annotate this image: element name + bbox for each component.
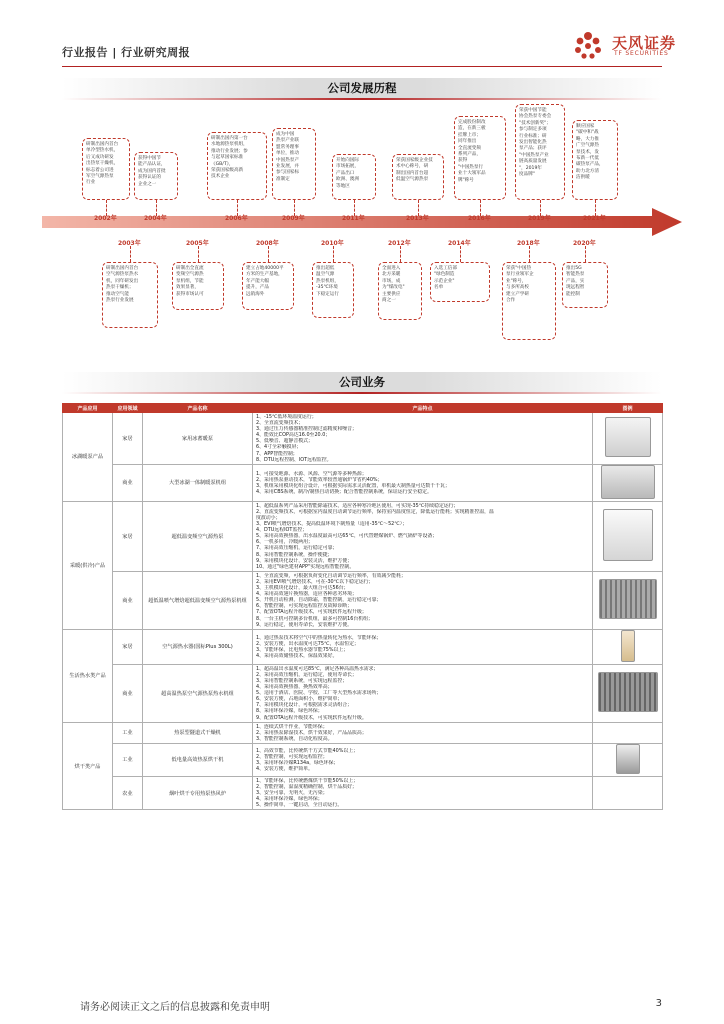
timeline-event-text: 《GB/T》， xyxy=(211,161,234,167)
feature-line: 4、安装方便，维护简单。 xyxy=(256,766,313,773)
timeline-event-text: 产品出口 xyxy=(336,170,355,176)
feature-line: 1、通过热泵技术将空气中的热量转化为热水，节能环保； xyxy=(256,634,382,641)
timeline-event-top xyxy=(572,120,618,200)
feature-line: 6、4寸全彩触摸屏； xyxy=(256,444,302,451)
product-image xyxy=(616,744,640,774)
timeline-event-bottom xyxy=(242,262,294,310)
timeline-event-text: 泵产品；获评 xyxy=(519,146,547,152)
timeline-year-top: 2011年 xyxy=(342,215,365,222)
timeline-connector xyxy=(198,246,199,262)
field-cell: 工业 xyxy=(113,743,143,776)
timeline-year-bottom: 2012年 xyxy=(388,240,411,247)
footer-disclaimer: 请务必阅读正文之后的信息披露和免责申明 xyxy=(80,1002,270,1013)
timeline-event-text: 造，在新三板 xyxy=(458,126,486,132)
feature-line: 4、采用高效换热器，换热效率高； xyxy=(256,684,333,691)
timeline-event-text: 荣获国家级企业技 xyxy=(396,158,433,163)
feature-line: 7、采用模块化设计，可根据需求灵活组合； xyxy=(256,702,353,709)
timeline-event-text: 荣获中国节能 xyxy=(519,108,547,113)
features-cell xyxy=(253,501,593,571)
feature-line: 2、智能控制，可实现远程监控； xyxy=(256,753,328,760)
timeline-event-text: 建立占地40000平 xyxy=(246,266,284,271)
timeline-event-text: 获得认证的 xyxy=(138,175,161,181)
timeline-event-text: 现远程智 xyxy=(566,285,585,291)
field-cell: 商业 xyxy=(113,664,143,722)
timeline-event-top xyxy=(515,104,565,200)
timeline-event-text: 获得市场认可 xyxy=(176,291,204,297)
timeline-year-top: 2002年 xyxy=(94,215,117,222)
timeline-event-text: 发出智能化热 xyxy=(519,140,547,146)
table-header-row xyxy=(63,404,663,413)
timeline-event-text: 泵机组，节能 xyxy=(176,278,204,284)
timeline-event-text: 制出国内首台超 xyxy=(396,170,429,176)
timeline-event-bottom xyxy=(430,262,490,302)
feature-line: 4、采用CBS系统，制冷/制热自动切换；配合智能控制系统，保证运行安全稳定。 xyxy=(256,488,432,495)
business-table xyxy=(62,403,663,810)
timeline-year-top: 2009年 xyxy=(282,215,305,222)
timeline-event-text: 布新一代低 xyxy=(576,156,599,162)
feature-line: 3、安全可靠，无明火，无污染； xyxy=(256,790,328,797)
section-title-history: 公司发展历程 xyxy=(327,81,397,95)
timeline-event-bottom xyxy=(102,262,158,328)
product-image xyxy=(603,509,653,561)
timeline-event-text: 成为国内首批 xyxy=(138,168,166,174)
feature-line: 5、开机自动检测，自动除霜，智能控制，运行稳定可靠； xyxy=(256,597,382,604)
feature-line: 6、一机多用，冷暖两用； xyxy=(256,539,313,546)
feature-line: 1、高效节能，比传统烘干方式节能40%以上； xyxy=(256,747,359,754)
company-logo xyxy=(570,28,680,64)
table-row xyxy=(63,743,663,776)
timeline-event-text: 获得 xyxy=(458,158,468,164)
timeline-event-text: "绿色制造 xyxy=(434,272,455,278)
timeline-event-text: 与起草国家标准 xyxy=(211,155,244,161)
timeline-event-text: 顺应国家 xyxy=(576,124,595,129)
timeline-event-text: 热泵产业联 xyxy=(276,138,299,144)
feature-line: 1、全直流变频，可根据负荷变化自动调节运行频率，有效减少能耗； xyxy=(256,572,406,579)
timeline-event-text: 标志着公司进 xyxy=(86,167,114,173)
features-cell xyxy=(253,776,593,810)
image-cell xyxy=(593,464,663,501)
timeline-year-top: 2016年 xyxy=(468,215,491,222)
timeline-event-text: 推动行业发展；参 xyxy=(211,148,248,154)
timeline-event-text: 机，同年研发出 xyxy=(106,278,139,284)
timeline-event-text: 企业之一 xyxy=(138,181,157,187)
timeline-event-text: 与多所高校 xyxy=(506,285,529,291)
feature-line: 4、采用环保冷媒，绿色环保； xyxy=(256,796,323,803)
timeline-event-text: 荣获国家级高新 xyxy=(211,168,244,174)
timeline-event-text: 热泵机组， xyxy=(316,278,339,284)
feature-line: 7、采用高效压缩机，运行稳定可靠； xyxy=(256,545,338,552)
timeline-connector xyxy=(460,246,461,262)
feature-line: 2、采用EVI喷气增焓技术，可在-30℃以下稳定运行； xyxy=(256,579,374,585)
timeline-event-text: 洁供暖 xyxy=(576,175,590,181)
timeline-event-text: 市场拓展， xyxy=(336,164,359,170)
timeline-event-text: 欧洲、澳洲 xyxy=(336,177,359,183)
timeline-connector xyxy=(529,246,530,262)
feature-line: 3、通过压力传感器精准控制过滤精度和噪音； xyxy=(256,426,357,433)
field-cell: 家居 xyxy=(113,501,143,571)
timeline-event-text: 市场，成 xyxy=(382,278,401,284)
feature-line: 5、操作简单，一键启动，全自动运行。 xyxy=(256,802,343,809)
features-cell xyxy=(253,743,593,776)
feature-line: 2、采用热泵除湿技术，烘干效果好，产品品质高； xyxy=(256,729,367,736)
timeline-event-bottom xyxy=(312,262,354,318)
col-header: 产品应用 xyxy=(63,404,113,413)
product-name-cell: 超高温热泵空气源热泵热水机组 xyxy=(143,664,253,722)
feature-line: 2、全直流变频技术； xyxy=(256,420,304,427)
features-cell xyxy=(253,722,593,743)
feature-line: 3、智能控制系统，自动化程度高。 xyxy=(256,735,333,742)
timeline-event-text: 碳热泵产品， xyxy=(576,162,604,168)
timeline-connector xyxy=(130,246,131,262)
feature-line: 5、低噪音、超静音模式； xyxy=(256,438,313,445)
product-name-cell: 家用冰蓄暖泵 xyxy=(143,413,253,465)
col-header: 图例 xyxy=(593,404,663,413)
category-cell: 烘干类产品 xyxy=(63,722,113,810)
product-name-cell: 热泵型隧道式干燥机 xyxy=(143,722,253,743)
timeline-event-text: 盟常务理事 xyxy=(276,144,299,150)
timeline-event-text: 参与制定多项 xyxy=(519,127,547,133)
col-header: 产品特点 xyxy=(253,404,593,413)
header-rule xyxy=(62,66,662,67)
category-cell: 采暖(供冷)产品 xyxy=(63,501,113,629)
timeline-event-top xyxy=(272,128,316,200)
section-banner-history xyxy=(62,78,662,98)
product-image xyxy=(598,672,658,712)
field-cell: 农业 xyxy=(113,776,143,810)
timeline-event-text: 完成股份制改 xyxy=(458,120,486,125)
timeline-event-top xyxy=(454,116,506,200)
feature-line: 4、DTU远程IOT监控； xyxy=(256,527,308,534)
timeline-event-text: 水地源热泵机组， xyxy=(211,142,248,148)
feature-line: 4、采用高效翅片换热器，适应各种恶劣环境； xyxy=(256,591,357,598)
timeline-event-bottom xyxy=(378,262,422,320)
table-row xyxy=(63,664,663,722)
timeline-event-bottom xyxy=(172,262,224,310)
feature-line: 6、安装方便，占地面积小，维护简单； xyxy=(256,696,343,703)
timeline-event-text: 业发展，并 xyxy=(276,164,299,170)
timeline-event-text: 研制出国内首台 xyxy=(106,266,139,271)
timeline-event-text: 荣获"中国热 xyxy=(506,266,532,271)
timeline-event-text: 出热泵干燥机， xyxy=(86,161,119,167)
feature-line: 1、-15℃低环境温度运行； xyxy=(256,414,317,421)
timeline-event-text: 后又成功研发 xyxy=(86,154,114,160)
timeline-event-text: 效果显著， xyxy=(176,285,199,291)
timeline-year-bottom: 2005年 xyxy=(186,240,209,247)
timeline-event-text: 协会热泵专委会 xyxy=(519,114,552,120)
timeline-event-text: 研制出国内首台 xyxy=(86,142,119,147)
feature-line: 10、通过"绿色建材APP"实现远程智能控制。 xyxy=(256,563,355,570)
timeline-event-text: 示范企业" xyxy=(434,278,455,284)
timeline-event-text: 同年推出 xyxy=(458,139,477,145)
timeline-event-text: "碳中和"战 xyxy=(576,130,599,136)
product-name-cell: 超低温变频空气源热泵 xyxy=(143,501,253,571)
features-cell xyxy=(253,413,593,465)
timeline-event-text: 单位，推动 xyxy=(276,151,299,157)
timeline-event-text: 下稳定运行 xyxy=(316,291,339,297)
image-cell xyxy=(593,629,663,664)
feature-line: 1、节能环保，比传统燃煤烘干节能50%以上； xyxy=(256,777,359,784)
feature-line: 2、直流变频技术，可根据室内温度自动调节运行频率，保持室内温度恒定，降低运行能耗；实现精准控温，温 xyxy=(256,508,494,515)
timeline-event-text: 成为中国 xyxy=(276,132,295,137)
image-cell xyxy=(593,413,663,465)
feature-line: 3、EVI喷气增焓技术，提高低温环境下制热量（适用-35℃～52℃）； xyxy=(256,521,408,528)
timeline-year-bottom: 2020年 xyxy=(573,240,596,247)
header-report-type: 行业报告 | 行业研究周报 xyxy=(62,46,191,59)
col-header: 应用领域 xyxy=(113,404,143,413)
feature-line: 2、智能控制，温湿度精确控制，烘干品质好； xyxy=(256,784,357,791)
history-timeline xyxy=(62,104,662,334)
feature-line: 7、配置OTA远程升级技术，可实现软件远程升级； xyxy=(256,609,367,616)
table-row xyxy=(63,464,663,501)
feature-line: 1、可接受地源、水源、风源、空气源等多种热源； xyxy=(256,470,367,477)
timeline-event-text: 商之一 xyxy=(382,298,396,304)
timeline-event-text: 智能热泵 xyxy=(566,272,585,278)
logo-flower-icon xyxy=(570,28,606,64)
timeline-event-text: 等地区 xyxy=(336,183,350,189)
timeline-year-top: 2019年 xyxy=(528,215,551,222)
timeline-year-bottom: 2008年 xyxy=(256,240,279,247)
timeline-event-text: 变频空气源热 xyxy=(176,272,204,278)
feature-line: 6、智能控制，可实现远程监控及故障诊断； xyxy=(256,603,353,610)
product-image xyxy=(621,630,635,662)
timeline-event-top xyxy=(332,154,376,200)
timeline-year-top: 2004年 xyxy=(144,215,167,222)
timeline-event-text: 广空气源热 xyxy=(576,143,599,149)
feature-line: 5、适用于酒店、医院、学校、工厂等大型热水需求场所； xyxy=(256,690,382,697)
table-row xyxy=(63,501,663,571)
features-cell xyxy=(253,571,593,629)
image-cell xyxy=(593,743,663,776)
timeline-event-text: 泵技术，发 xyxy=(576,149,599,155)
timeline-event-text: -35℃环境 xyxy=(316,285,338,291)
feature-line: 9、运行稳定，使用寿命长，安装维护方便。 xyxy=(256,621,353,628)
product-name-cell: 低电量高效热泵烘干机 xyxy=(143,743,253,776)
table-row xyxy=(63,413,663,465)
timeline-event-top xyxy=(82,138,130,200)
section-title-business: 公司业务 xyxy=(339,375,385,389)
image-cell xyxy=(593,501,663,571)
timeline-event-text: 入选工信部 xyxy=(434,266,457,271)
timeline-event-text: 低温空气源热泵 xyxy=(396,177,429,183)
section-banner-business xyxy=(62,372,662,392)
timeline-connector xyxy=(268,246,269,262)
category-cell: 冰湖暖泵产品 xyxy=(63,413,113,502)
field-cell: 工业 xyxy=(113,722,143,743)
timeline-connector xyxy=(333,246,334,262)
timeline-event-text: 热泵干燥机； xyxy=(106,285,134,291)
timeline-event-top xyxy=(392,154,444,200)
timeline-event-text: 业十大领军品 xyxy=(458,171,486,177)
timeline-event-text: 产品，实 xyxy=(566,278,585,284)
timeline-event-text: 挂牌上市； xyxy=(458,132,481,138)
feature-line: 1、连续式烘干作业，节能环保； xyxy=(256,723,328,730)
feature-line: 8、一台主机可控制多台机组，最多可控制16台机组； xyxy=(256,615,373,622)
feature-line: 3、采用环保冷媒R134a，绿色环保； xyxy=(256,759,339,766)
timeline-year-bottom: 2003年 xyxy=(118,240,141,247)
image-cell xyxy=(593,776,663,810)
feature-line: 7、APP智能控制； xyxy=(256,450,298,457)
image-cell xyxy=(593,571,663,629)
category-cell: 生活热水类产品 xyxy=(63,629,113,722)
feature-line: 8、采用环保冷媒，绿色环保； xyxy=(256,708,323,715)
feature-line: 9、采用模块化设计，安装灵活，维护方便； xyxy=(256,557,353,564)
timeline-event-text: 研制出国内第一台 xyxy=(211,136,248,141)
feature-line: 3、节能环保，比电热水器节能75%以上； xyxy=(256,646,349,653)
features-cell xyxy=(253,664,593,722)
timeline-event-text: 系列产品， xyxy=(458,152,481,158)
product-name-cell: 烟叶烘干专用热泵热风炉 xyxy=(143,776,253,810)
timeline-event-text: 全面进入 xyxy=(382,266,401,271)
timeline-event-text: 为"煤改电" xyxy=(382,285,405,291)
timeline-event-text: 度品牌" xyxy=(519,172,535,178)
feature-line: 2、采用高效压缩机，运行稳定，使用寿命长； xyxy=(256,671,357,678)
timeline-event-text: 术中心称号，研 xyxy=(396,164,429,170)
page-number: 3 xyxy=(655,998,662,1009)
timeline-event-text: 温空气源 xyxy=(316,272,335,278)
feature-line: 3、主机模块化设计，最大组合可达56台； xyxy=(256,585,349,592)
timeline-event-text: 研制出全直流 xyxy=(176,266,204,271)
timeline-event-text: "中国热泵产业 xyxy=(519,152,549,158)
timeline-year-bottom: 2014年 xyxy=(448,240,471,247)
timeline-connector xyxy=(400,246,401,262)
timeline-connector xyxy=(585,246,586,262)
timeline-event-text: 合作 xyxy=(506,298,516,304)
timeline-year-top: 2013年 xyxy=(406,215,429,222)
field-cell: 家居 xyxy=(113,629,143,664)
feature-line: 8、DTU远程控制、IOT远程监控。 xyxy=(256,456,332,463)
timeline-event-text: 牌"称号 xyxy=(458,177,474,183)
image-cell xyxy=(593,722,663,743)
col-header: 产品名称 xyxy=(143,404,253,413)
timeline-event-text: "中国热泵行 xyxy=(458,164,484,170)
timeline-event-text: 准制定 xyxy=(276,176,290,182)
field-cell: 商业 xyxy=(113,571,143,629)
timeline-event-text: 能控制 xyxy=(566,291,580,297)
timeline-event-text: 年产能大幅 xyxy=(246,278,269,284)
feature-line: 4、能效比COP高达16.0至20.0； xyxy=(256,432,331,439)
feature-line: 3、采用智能控制系统，可实现远程监控； xyxy=(256,677,348,684)
feature-line: 5、采用高效换热器，出水温度最高可达65℃，可代替燃煤锅炉、燃气锅炉等设备； xyxy=(256,533,438,540)
table-row xyxy=(63,776,663,810)
timeline-event-top xyxy=(134,152,178,200)
features-cell xyxy=(253,464,593,501)
timeline-year-bottom: 2010年 xyxy=(321,240,344,247)
timeline-event-text: 技术企业 xyxy=(211,174,230,180)
timeline-event-text: 单冷型热水机， xyxy=(86,148,119,154)
timeline-event-text: 泵行业领军企 xyxy=(506,272,534,278)
product-name-cell: 超低温喷气增焓超低温变频空气源热泵机组 xyxy=(143,571,253,629)
feature-line: 9、配置OTA远程升级技术，可实现软件远程升级。 xyxy=(256,714,367,721)
timeline-event-text: 北方采暖 xyxy=(382,272,401,278)
field-cell: 商业 xyxy=(113,464,143,501)
product-name-cell: 大型冰湖一体制暖泵机组 xyxy=(143,464,253,501)
feature-line: 8、采用智能控制系统，操作便捷； xyxy=(256,551,333,558)
feature-line: 2、采用热泵驱动技术，节能效率较普通锅炉节省约40%； xyxy=(256,476,383,483)
timeline-event-text: 获得中国节 xyxy=(138,156,161,161)
timeline-event-text: 开始向国际 xyxy=(336,158,359,163)
timeline-event-text: 名单 xyxy=(434,285,444,291)
feature-line: 1、超高温出水温度可达85℃，满足各种高温热水需求； xyxy=(256,665,379,672)
timeline-event-top xyxy=(207,132,267,200)
logo-text-en: TF SECURITIES xyxy=(614,50,669,57)
timeline-event-text: 远销海外 xyxy=(246,291,265,297)
feature-line: 4、采用高效储热技术，保温效果好。 xyxy=(256,652,338,659)
product-image xyxy=(601,465,655,499)
timeline-event-text: 推出超低 xyxy=(316,266,335,271)
image-cell xyxy=(593,664,663,722)
timeline-event-text: 提升，产品 xyxy=(246,285,269,291)
timeline-event-text: 军空气源热泵 xyxy=(86,174,114,180)
timeline-year-top: 2006年 xyxy=(225,215,248,222)
timeline-event-text: 能产品认证， xyxy=(138,162,166,168)
timeline-event-text: 推动空气能 xyxy=(106,291,129,297)
product-image xyxy=(599,579,657,619)
timeline-event-text: 略，大力推 xyxy=(576,136,599,142)
features-cell xyxy=(253,629,593,664)
timeline-year-top: 2021年 xyxy=(583,215,606,222)
feature-line: 3、机组采用模块化组合设计，可根据实际需求灵活配置，单机最大制热量可达数千千瓦； xyxy=(256,482,450,489)
table-row xyxy=(63,571,663,629)
timeline-event-text: 助力北方清 xyxy=(576,168,599,174)
timeline-event-bottom xyxy=(562,262,608,308)
timeline-event-text: 主要供应 xyxy=(382,291,401,297)
timeline-event-text: 方米的生产基地， xyxy=(246,272,283,278)
feature-line: 2、安装方便，出水温度可达75℃，水温恒定； xyxy=(256,640,359,647)
feature-line: 1、超低温系列产品采用智能除霜技术，适应各种寒冷地区使用，可实现-35℃持续稳定运行； xyxy=(256,502,459,509)
timeline-event-text: 行业 xyxy=(86,180,96,186)
field-cell: 家居 xyxy=(113,413,143,465)
timeline-event-text: 业"称号， xyxy=(506,278,527,284)
timeline-event-text: 热泵行业发展 xyxy=(106,298,134,304)
timeline-event-text: "，2019年 xyxy=(519,165,542,171)
timeline-event-text: 链高质量发展 xyxy=(519,159,547,165)
product-name-cell: 空气源热水器(国标Plus 300L) xyxy=(143,629,253,664)
feature-line: 度波动小； xyxy=(256,515,281,522)
timeline-year-bottom: 2018年 xyxy=(517,240,540,247)
timeline-event-bottom xyxy=(502,262,556,340)
timeline-event-text: 建立产学研 xyxy=(506,291,529,297)
timeline-event-text: 推出5G xyxy=(566,266,582,271)
timeline-event-text: 全直流变频 xyxy=(458,145,481,151)
timeline-event-text: 中国热泵产 xyxy=(276,157,299,163)
timeline-event-text: "技术创新奖"； xyxy=(519,120,551,126)
timeline-event-text: 行业标准；研 xyxy=(519,133,547,139)
logo-text-cn: 天风证券 xyxy=(612,34,677,52)
timeline-event-text: 参与国家标 xyxy=(276,170,299,176)
timeline-event-text: 空气源热泵热水 xyxy=(106,272,139,278)
table-row xyxy=(63,629,663,664)
table-row xyxy=(63,722,663,743)
product-image xyxy=(605,417,651,457)
